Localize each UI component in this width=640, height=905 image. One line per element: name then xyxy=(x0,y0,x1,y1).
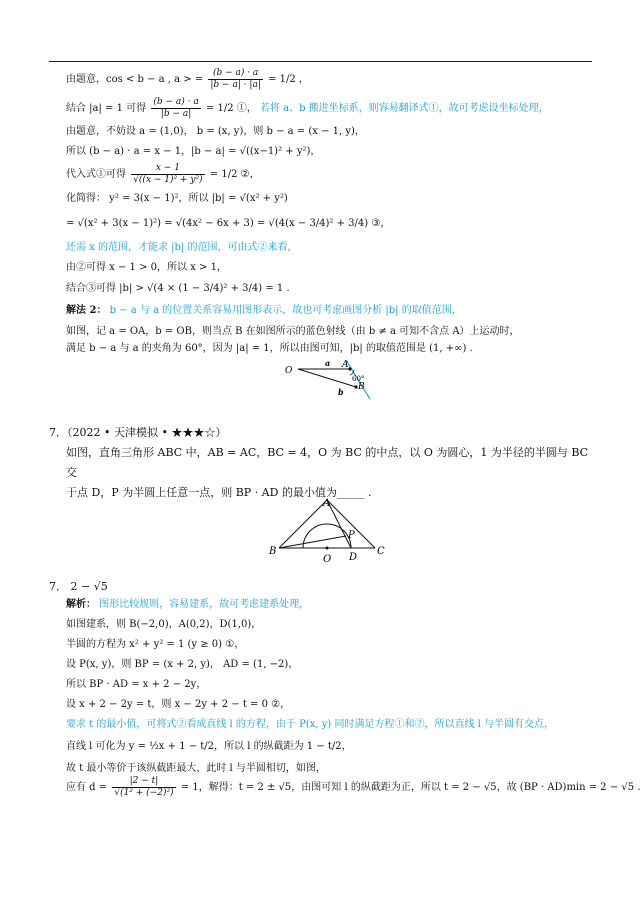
analysis-line-6: 设 x + 2 − 2y = t，则 x − 2y + 2 − t = 0 ②， xyxy=(66,699,291,710)
top-rule xyxy=(49,61,592,62)
label-o: O xyxy=(323,554,332,565)
analysis-line-10 xyxy=(66,776,640,799)
text: = 1，解得：t = 2 ± √5，由图可知 l 的纵截距为正，所以 t = 2 − √5，故 (BP · AD)min = 2 − √5 . xyxy=(180,782,640,793)
analysis-line-4: 设 P(x, y)，则 BP = (x + 2, y)， AD = (1, −2)， xyxy=(66,659,299,670)
hint-note: 若将 a、b 搬进坐标系，则容易翻译式①，故可考虑设坐标处理， xyxy=(259,103,549,114)
label-a: A xyxy=(342,360,349,370)
label-b: B xyxy=(358,382,365,392)
solution-line-4: 所以 (b − a) · a = x − 1，|b − a| = √((x−1)² + y²)， xyxy=(66,146,321,157)
vector-figure xyxy=(280,355,390,405)
analysis-line-2: 如图建系，则 B(−2,0)，A(0,2)，D(1,0)， xyxy=(66,619,262,630)
text: = 1/2 ①， xyxy=(205,103,257,114)
analysis-line-5: 所以 BP · AD = x + 2 − 2y， xyxy=(66,679,207,690)
solution-line-9: 由②可得 x − 1 > 0，所以 x > 1， xyxy=(66,262,227,273)
question-header: 7．（2022 • 天津模拟 • ★★★☆） xyxy=(49,426,227,439)
numerator: |2 − t| xyxy=(112,776,175,788)
label-b: B xyxy=(269,546,277,557)
fraction xyxy=(208,68,262,91)
method-label: 解法 2： xyxy=(66,305,107,316)
solution-line-2 xyxy=(66,97,549,120)
hint-note: 图形比较规则，容易建系，故可考虑建系处理， xyxy=(99,599,310,610)
label-a: A xyxy=(323,498,331,509)
numerator: (b − a) · a xyxy=(208,68,262,80)
numerator: (b − a) · a xyxy=(153,97,199,107)
question-line-1: 如图，直角三角形 ABC 中，AB = AC，BC = 4，O 为 BC 的中点，以 O 为圆心，1 为半径的半圆与 BC 交 xyxy=(66,446,589,479)
label-angle: 60° xyxy=(352,375,365,383)
answer-line: 7． 2 − √5 xyxy=(49,580,108,593)
solution-line-7: = √(x² + 3(x − 1)²) = √(4x² − 6x + 3) = √(4(x − 3/4)² + 3/4) ③， xyxy=(66,218,391,229)
fraction xyxy=(112,776,175,799)
analysis-line-9: 故 t 最小等价于该纵截距最大，此时 l 与半圆相切，如图， xyxy=(66,763,326,774)
denominator: √(1² + (−2)²) xyxy=(114,788,174,798)
numerator: x − 1 xyxy=(131,163,204,175)
text: 代入式①可得 xyxy=(66,169,126,180)
solution-line-11 xyxy=(66,304,462,317)
label-vec-b: b xyxy=(338,387,344,397)
analysis-line-8: 直线 l 可化为 y = ½x + 1 − t/2，所以 l 的纵截距为 1 − t/2， xyxy=(66,741,352,752)
denominator: |b − a| · |a| xyxy=(210,80,261,90)
analysis-line-1 xyxy=(66,598,309,611)
denominator: √((x − 1)² + y²) xyxy=(133,175,203,185)
text: 结合 |a| = 1 可得 xyxy=(66,103,147,114)
label-d: D xyxy=(349,552,358,563)
vector-b-line xyxy=(298,369,356,387)
text: 由题意，cos < b − a , a > = xyxy=(66,74,204,85)
text: = 1/2 ， xyxy=(268,74,309,85)
solution-line-1 xyxy=(66,68,309,91)
fraction xyxy=(151,97,200,120)
triangle-figure xyxy=(265,490,395,570)
point-a xyxy=(348,367,351,370)
solution-line-6: 化简得： y² = 3(x − 1)²，所以 |b| = √(x² + y²) xyxy=(66,193,288,204)
fraction xyxy=(131,163,204,186)
hint-note: 还需 x 的范围，才能求 |b| 的范围，可由式②来看， xyxy=(66,242,298,253)
point-o xyxy=(326,547,329,550)
label-p: P xyxy=(348,530,355,541)
text: 应有 d = xyxy=(66,782,108,793)
solution-line-10: 结合③可得 |b| > √(4 × (1 − 3/4)² + 3/4) = 1 . xyxy=(66,283,290,294)
solution-line-12: 如图，记 a = OA，b = OB，则当点 B 在如图所示的蓝色射线（由 b ≠ a 可知不含点 A）上运动时， xyxy=(66,326,520,337)
text: = 1/2 ②， xyxy=(209,169,260,180)
hint-note: 要求 t 的最小值，可将式②看成直线 l 的方程，由于 P(x, y) 同时满足方程①和②，所以直线 l 与半圆有交点， xyxy=(66,719,555,730)
analysis-line-3: 半圆的方程为 x² + y² = 1 (y ≥ 0) ①， xyxy=(66,639,245,650)
label-vec-a: a xyxy=(325,358,331,368)
analysis-label: 解析： xyxy=(66,599,96,610)
question-line-2: 于点 D，P 为半圆上任意一点，则 BP · AD 的最小值为_____ . xyxy=(66,486,372,499)
hint-note: b − a 与 a 的位置关系容易用图形表示，故也可考虑画图分析 |b| 的取值范围， xyxy=(109,305,462,316)
label-o: O xyxy=(285,366,293,376)
solution-line-3: 由题意，不妨设 a = (1,0)， b = (x, y)，则 b − a = (x − 1, y)， xyxy=(66,126,365,137)
solution-line-5 xyxy=(66,163,260,186)
label-c: C xyxy=(377,546,385,557)
solution-line-13: 满足 b − a 与 a 的夹角为 60°，因为 |a| = 1，所以由图可知，|b| 的取值范围是 (1, +∞) . xyxy=(66,343,473,354)
denominator: |b − a| xyxy=(160,109,192,119)
